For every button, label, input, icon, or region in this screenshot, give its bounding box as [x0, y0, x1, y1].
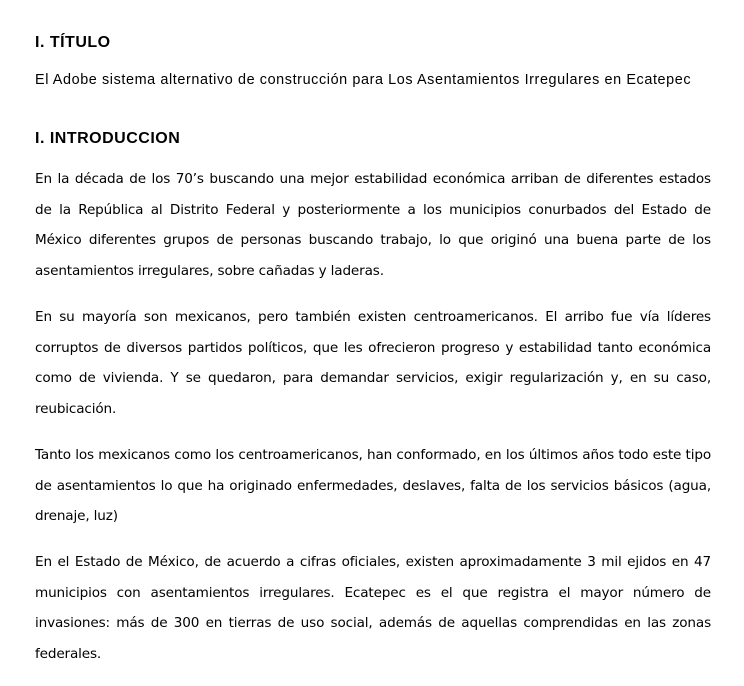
- body-paragraph: En la década de los 70’s buscando una mejor estabilidad económica arriban de diferentes estados de la República al Distrito Federal y posteriormente a los municipios conurbados del Estado de México diferentes grupos de personas buscando trabajo, lo que originó una buena parte de los asentamientos irregulares, sobre cañadas y laderas.: [35, 171, 711, 280]
- section-heading-titulo: I. TÍTULO: [35, 34, 111, 51]
- section-heading-introduccion: I. INTRODUCCION: [35, 130, 181, 147]
- body-paragraph: En el Estado de México, de acuerdo a cifras oficiales, existen aproximadamente 3 mil ejidos en 47 municipios con asentamientos irregulares. Ecatepec es el que registra el mayor número de invasiones: más de 300 en tierras de uso social, además de aquellas comprendidas en las zonas federales.: [35, 554, 711, 663]
- body-paragraph: En su mayoría son mexicanos, pero también existen centroamericanos. El arribo fue vía líderes corruptos de diversos partidos políticos, que les ofrecieron progreso y estabilidad tanto económica como de vivienda. Y se quedaron, para demandar servicios, exigir regularización y, en su caso, reubicación.: [35, 309, 711, 418]
- body-paragraph: Tanto los mexicanos como los centroamericanos, han conformado, en los últimos años todo este tipo de asentamientos lo que ha originado enfermedades, deslaves, falta de los servicios básicos (agua, drenaje, luz): [35, 447, 711, 525]
- document-page: [35, 0, 711, 663]
- document-title-text: El Adobe sistema alternativo de construcción para Los Asentamientos Irregulares en Ecatepec: [35, 72, 692, 88]
